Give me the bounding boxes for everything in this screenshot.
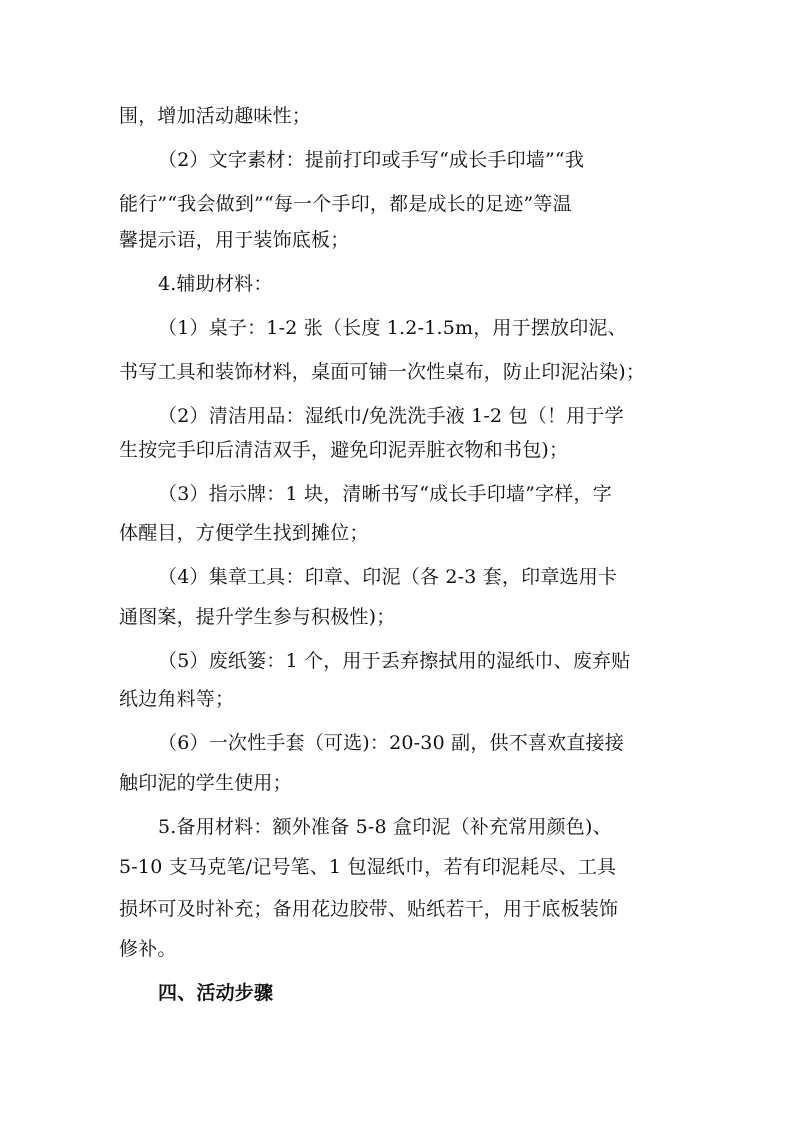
paragraph-line: （5）废纸篓：1 个，用于丢弃擦拭用的湿纸巾、废弃贴 [158,650,631,672]
paragraph-line: （2）文字素材：提前打印或手写“成长手印墙”“我 [158,149,585,171]
paragraph-line: 通图案，提升学生参与积极性)； [119,606,396,628]
paragraph-line: 生按完手印后清洁双手，避免印泥弄脏衣物和书包)； [119,439,569,461]
paragraph-line: 损坏可及时补充；备用花边胶带、贴纸若干，用于底板装饰 [119,898,619,920]
paragraph-line: 5.备用材料：额外准备 5-8 盒印泥（补充常用颜色)、 [158,816,612,838]
paragraph-line: （6）一次性手套（可选)：20-30 副，供不喜欢直接接 [158,732,624,754]
paragraph-line: （1）桌子：1-2 张（长度 1.2-1.5m，用于摆放印泥、 [158,317,627,339]
paragraph-line: 修补。 [119,938,177,960]
paragraph-line: （4）集章工具：印章、印泥（各 2-3 套，印章选用卡 [158,566,618,588]
paragraph-line: 体醒目，方便学生找到摊位； [119,522,369,544]
paragraph-line: 馨提示语，用于装饰底板； [119,229,350,251]
paragraph-line: 纸边角料等； [119,688,235,710]
paragraph-line: 5-10 支马克笔/记号笔、1 包湿纸巾，若有印泥耗尽、工具 [119,856,617,878]
section-heading: 四、活动步骤 [158,982,274,1004]
paragraph-line: 触印泥的学生使用； [119,772,292,794]
paragraph-line: （3）指示牌：1 块，清晰书写“成长手印墙”字样，字 [158,483,612,505]
paragraph-line: 4.辅助材料： [158,273,273,295]
paragraph-line: 围，增加活动趣味性； [119,105,312,127]
paragraph-line: 书写工具和装饰材料，桌面可铺一次性桌布，防止印泥沾染)； [119,361,646,383]
paragraph-line: 能行”“我会做到”“每一个手印，都是成长的足迹”等温 [119,193,572,215]
paragraph-line: （2）清洁用品：湿纸巾/免洗洗手液 1-2 包（！用于学 [158,405,624,427]
